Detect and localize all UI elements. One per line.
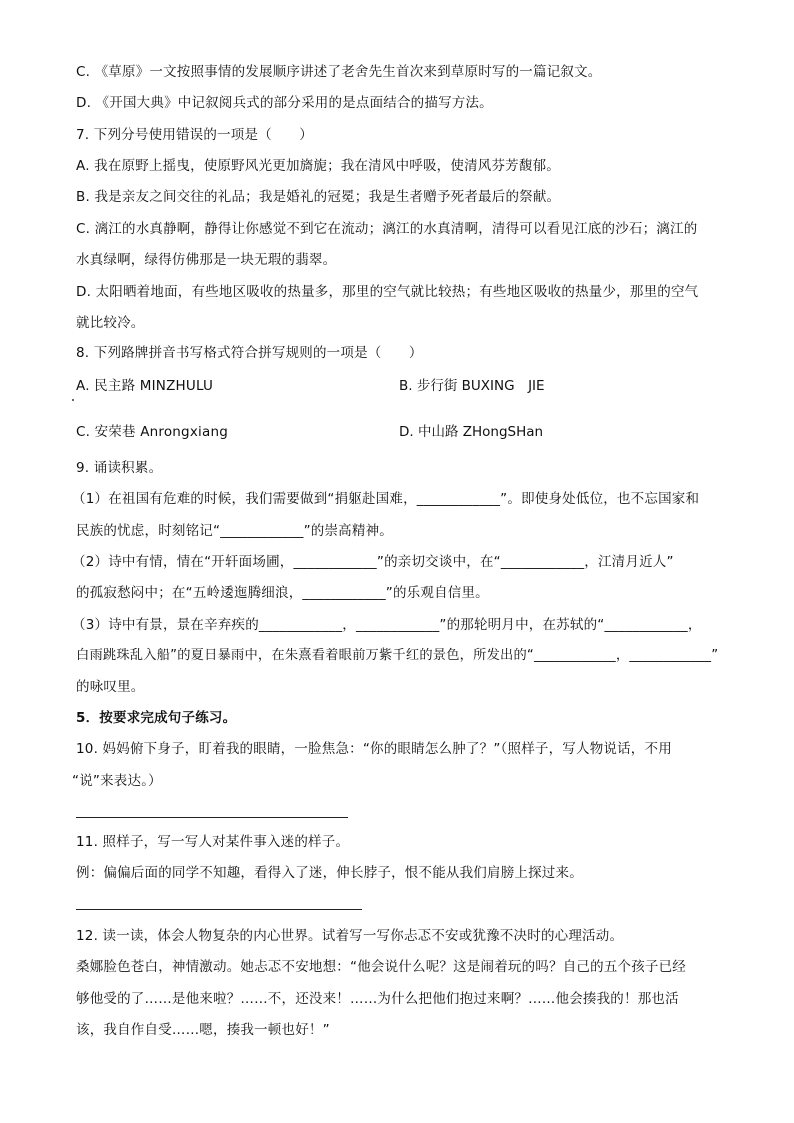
q9-part1-line2: 民族的忧虑，时刻铭记“____________”的崇高精神。 (76, 523, 393, 539)
question-8: 8. 下列路牌拼音书写格式符合拼写规则的一项是（ ） (76, 345, 423, 361)
q9-part2-line1: （2）诗中有情，情在“开轩面场圃，____________”的亲切交谈中，在“____________，江清月近人” (72, 554, 674, 570)
q7-option-c-line1: C. 漓江的水真静啊，静得让你感觉不到它在流动；漓江的水真清啊，清得可以看见江底的沙石；漓江的 (76, 221, 698, 237)
q9-part2-line2: 的孤寂愁闷中；在“五岭逶迤腾细浪，____________”的乐观自信里。 (76, 585, 489, 601)
question-11: 11. 照样子，写一写人对某件事入迷的样子。 (76, 834, 350, 850)
q7-option-d-line1: D. 太阳晒着地面，有些地区吸收的热量多，那里的空气就比较热；有些地区吸收的热量少，那里的空气 (76, 284, 699, 300)
q8-option-a: A. 民主路 MINZHULU (76, 378, 214, 394)
q8-option-c: C. 安荣巷 Anrongxiang (76, 424, 228, 440)
q8-option-d: D. 中山路 ZHongSHan (399, 424, 544, 440)
q7-option-b: B. 我是亲友之间交往的礼品；我是婚礼的冠冕；我是生者赠予死者最后的祭献。 (76, 189, 561, 205)
q8-option-b: B. 步行街 BUXING JIE (399, 378, 545, 394)
q9-part3-line3: 的咏叹里。 (76, 679, 145, 695)
q11-example: 例：偏偏后面的同学不知趣，看得入了迷，伸长脖子，恨不能从我们肩膀上探过来。 (76, 865, 583, 881)
q12-passage-line2: 够他受的了……是他来啦？……不，还没来！……为什么把他们抱过来啊？……他会揍我的！那也活 (76, 991, 679, 1007)
section-5-heading: 5．按要求完成句子练习。 (76, 710, 237, 726)
question-10-line1: 10. 妈妈俯下身子，盯着我的眼睛，一脸焦急：“你的眼睛怎么肿了？”（照样子，写人物说话，不用 (76, 741, 672, 757)
q7-option-d-line2: 就比较冷。 (76, 315, 145, 331)
q12-passage-line1: 桑娜脸色苍白，神情激动。她忐忑不安地想：“他会说什么呢？这是闹着玩的吗？自己的五个孩子已经 (76, 959, 686, 975)
q7-option-a: A. 我在原野上摇曳，使原野风光更加旖旎；我在清风中呼吸，使清风芬芳馥郁。 (76, 158, 560, 174)
q7-option-c-line2: 水真绿啊，绿得仿佛那是一块无瑕的翡翠。 (76, 252, 337, 268)
option-d-kaiguo-dadian: D. 《开国大典》中记叙阅兵式的部分采用的是点面结合的描写方法。 (76, 95, 493, 111)
q10-answer-line[interactable] (76, 817, 348, 818)
q9-part1-line1: （1）在祖国有危难的时候，我们需要做到“捐躯赴国难，____________”。即使身处低位，也不忘国家和 (72, 491, 700, 507)
option-c-caoyuan: C. 《草原》一文按照事情的发展顺序讲述了老舍先生首次来到草原时写的一篇记叙文。 (76, 64, 602, 80)
q9-part3-line1: （3）诗中有景，景在辛弃疾的____________，____________”的那轮明月中，在苏轼的“____________， (72, 617, 702, 633)
q9-part3-line2: 白雨跳珠乱入船”的夏日暴雨中，在朱熹看着眼前万紫千红的景色，所发出的“____________，____________” (76, 648, 719, 663)
question-9: 9. 诵读积累。 (76, 460, 163, 476)
stray-dot (72, 399, 74, 401)
question-7: 7. 下列分号使用错误的一项是（ ） (76, 127, 313, 143)
question-10-line2: “说”来表达。） (72, 773, 162, 789)
q12-passage-line3: 该，我自作自受……嗯，揍我一顿也好！” (76, 1022, 330, 1038)
question-12: 12. 读一读，体会人物复杂的内心世界。试着写一写你忐忑不安或犹豫不决时的心理活动。 (76, 928, 624, 944)
q11-answer-line[interactable] (76, 909, 362, 910)
